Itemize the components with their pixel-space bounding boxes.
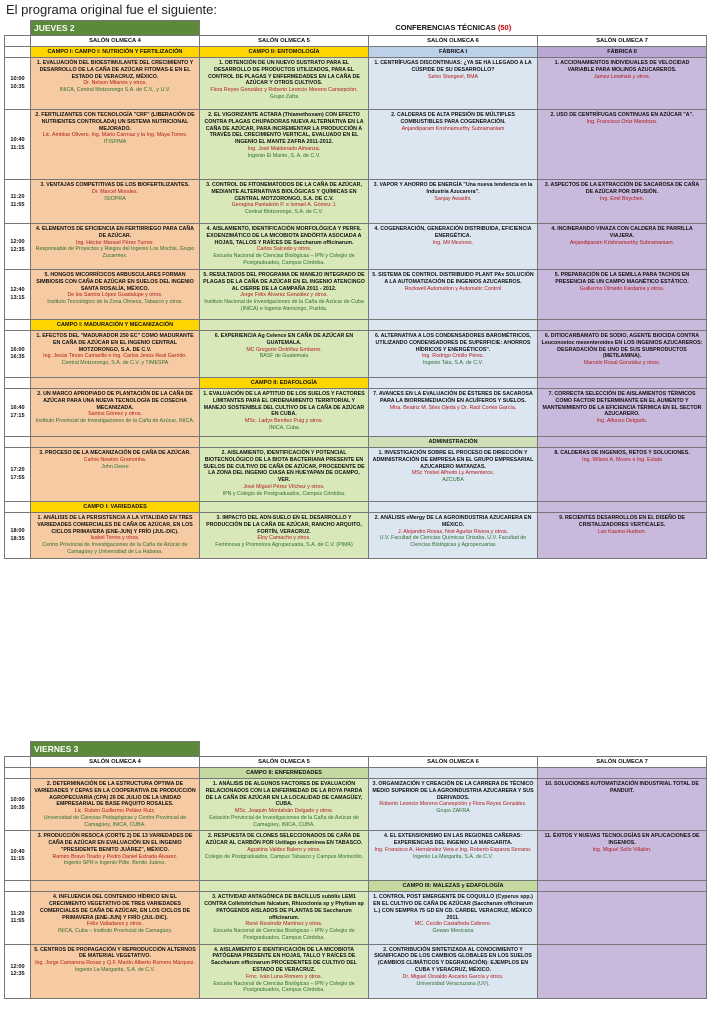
talk-author: MSc. Ladys Benítez Puig y otros. (244, 418, 324, 425)
talk-title: 2. USO DE CENTRÍFUGAS CONTINUAS EN AZÚCAR "A". (550, 112, 694, 118)
talk-institution: Ingenio SPR e Ingenio Pdte. Benito Juárez. (63, 860, 167, 867)
talk-title: 3. PRODUCCIÓN RESOCA (CORTE 2) DE 13 VARIEDADES DE CAÑA DE AZÚCAR EN EVALUACIÓN EN EL INGENIO "PRESIDENTE BENITO JUÁREZ", MÉXICO. (37, 833, 193, 853)
talk-cell (31, 110, 200, 180)
talk-author: René Reséndiz Martínez y otros. (245, 921, 323, 928)
talk-cell (369, 944, 538, 998)
talk-institution: Ingenio La Margarita, S.A. de C.V. (412, 853, 494, 860)
session-track-empty (538, 437, 707, 448)
time-slot: 18:00 18:35 (5, 513, 31, 559)
talk-title: 1. CONTROL POST EMERGENTE DE COQUILLO (Cyperus spp.) EN EL CULTIVO DE CAÑA DE AZÚCAR (Saccharum officinarum L.) CON SEMPRA 75 GD EN CD. CARDEL VERACRUZ, MÉXICO 2011. (373, 894, 533, 921)
session-track-empty (31, 378, 200, 389)
talk-institution: Ingenio Tala, S.A. de C.V. (422, 360, 484, 367)
talk-author: Dr. Marcel Morales. (92, 188, 138, 195)
talk-author: Marcelo Rosal González y otros. (583, 360, 661, 367)
talk-title: 11. ÉXITOS Y NUEVAS TECNOLOGÍAS EN APLICACIONES DE INGENIOS. (544, 833, 700, 847)
talk-institution: Escuela Nacional de Ciencias Biológicas – IPN y Colegio de Postgraduados, Campus Córdoba. (213, 928, 355, 941)
talk-cell (538, 270, 707, 320)
talk-cell (369, 892, 538, 944)
talk-cell (538, 110, 707, 180)
talk-author: Ing. Héctor Manuel Pérez Turner. (75, 239, 155, 246)
talk-author: Lic. Rubén Guillermo Peláez Ruiz. (74, 808, 156, 815)
talk-title: 4. AISLAMIENTO, IDENTIFICACIÓN MORFOLÓGICA Y PERFIL EXOENZIMÁTICO DE LA MICOBIOTA ENDÓFITA ASOCIADA A HOJAS, TALLOS Y RAÍCES DE Saccharum officinarum. (206, 226, 362, 246)
talk-institution: U.V. Facultad de Ciencias Químicas Orizaba, U.V. Facultad de Ciencias Biológicas y Agropecuarias (379, 535, 527, 549)
talk-title: 2. ANÁLISIS eMergy DE LA AGROINDUSTRIA AZUCARERA EN MÉXICO. (374, 515, 532, 528)
talk-cell (200, 270, 369, 320)
day-label: VIERNES 3 (31, 742, 200, 757)
talk-author: J. Alejandro Rosas, Noé Aguilar Rivera y otros. (397, 528, 509, 535)
talk-cell (200, 448, 369, 502)
talk-title: 8. CALDERAS DE INGENIOS, RETOS Y SOLUCIONES. (554, 450, 690, 456)
talk-title: 1. EVALUACIÓN DEL BIOESTIMULANTE DEL CRECIMIENTO Y DESARROLLO DE LA CAÑA DE AZÚCAR FITOMAS-E EN EL ESTADO DE VERACRUZ, MÉXICO. (36, 60, 194, 80)
talk-title: 3. PROCESO DE LA MECANIZACIÓN DE CAÑA DE AZÚCAR. (39, 450, 191, 456)
talk-author: Isabel Torres y otros. (90, 535, 140, 542)
time-slot: 10:40 11:15 (5, 110, 31, 180)
conference-title: CONFERENCIAS TÉCNICAS (395, 22, 496, 32)
talk-author: Ing. Francisco A. Hernández Vera e Ing. Roberto Esparza Serrano. (374, 846, 532, 853)
talk-institution: Instituto Provincial de Investigaciones de la Caña de Azúcar, INICA. (35, 418, 195, 425)
talk-institution: BASF de Guatemala (259, 353, 309, 360)
hall-header: SALÓN OLMECA 7 (538, 36, 707, 47)
talk-institution: Universidad de Ciencias Pedagógicas y Centro Provincial de Camagüey, INICA, CUBA. (43, 814, 187, 828)
hall-header: SALÓN OLMECA 5 (200, 757, 369, 768)
talk-author: Guillermo Olmedo Kardama y otros. (579, 285, 665, 292)
talk-author: Ing. Alfonso Delgado. (596, 418, 648, 425)
talk-title: 10. SOLUCIONES AUTOMATIZACIÓN INDUSTRIAL TOTAL DE PANDUIT. (545, 781, 699, 794)
talk-cell (200, 180, 369, 224)
talk-cell (31, 389, 200, 437)
schedule-table (4, 20, 707, 559)
talk-cell (369, 779, 538, 831)
talk-cell (31, 779, 200, 831)
session-track-label: CAMPO I: MADURACIÓN Y MECANIZACIÓN (31, 320, 200, 331)
talk-cell (31, 180, 200, 224)
time-slot: 16:00 16:35 (5, 331, 31, 378)
talk-author: Roberto Leoncio Moreno Cansepción y Flora Reyes González. (379, 801, 527, 808)
talk-title: 2. CONTRIBUCIÓN SINTETIZADA AL CONOCIMIENTO Y SIGNIFICADO DE LOS CAMBIOS GLOBALES EN LOS SUELOS (CAMBIOS CLIMÁTICOS Y DEGRADACIÓN): EJEMPLOS EN CUBA Y VERACRUZ, MÉXICO. (374, 946, 532, 974)
session-track-empty (31, 768, 200, 779)
session-track-label: FÁBRICA I (369, 47, 538, 58)
hall-header: SALÓN OLMECA 5 (200, 36, 369, 47)
talk-author: Santos Gómez y otros. (88, 411, 142, 418)
talk-author: Lan Kauma Hudson. (597, 528, 647, 535)
session-track-empty (538, 378, 707, 389)
talk-cell (200, 892, 369, 944)
hall-header: SALÓN OLMECA 6 (369, 757, 538, 768)
hall-header: SALÓN OLMECA 4 (31, 757, 200, 768)
talk-cell (200, 331, 369, 378)
talk-title: 1. OBTENCIÓN DE UN NUEVO SUSTRATO PARA EL DESARROLLO DE PRODUCTOS UTILIZADOS, PARA EL CONTROL DE PLAGAS Y ENFERMEDADES EN LA CAÑA DE AZÚCAR Y OTROS CULTIVOS. (208, 60, 360, 87)
talk-author: Ing. José Maldonado Almanza. (247, 145, 321, 152)
talk-institution: Central Motzorongo, S.A. de C.V. y TIMESPA (61, 360, 169, 367)
talk-author: Ramiro Bravo Tirado y Pedro Daniel Estrada Álvarez. (52, 853, 178, 860)
talk-cell (369, 448, 538, 502)
talk-cell (31, 831, 200, 881)
talk-author: MSc Yosbel Alfredo Ly Armenteros. (411, 470, 495, 477)
talk-title: 3. IMPACTO DEL ADN-SUELO EN EL DESARROLLO Y PRODUCCIÓN DE LA CAÑA DE AZÚCAR, RANCHO ARQUITO, FORTÍN, VERACRUZ. (206, 515, 362, 535)
talk-cell (200, 944, 369, 998)
talk-author: Anjandiparam Krishnamurthy Subramaniam. (569, 239, 675, 246)
talk-cell (538, 331, 707, 378)
talk-cell (200, 224, 369, 270)
talk-title: 3. ORGANIZACIÓN Y CREACIÓN DE LA CARRERA DE TÉCNICO MEDIO SUPERIOR DE LA AGROINDUSTRIA AZUCARERA Y SUS DERIVADOS. (372, 781, 534, 801)
time-slot: 10:00 10:35 (5, 779, 31, 831)
talk-institution: Estación Provincial de Investigaciones de la Caña de Azúcar de Camagüey, INICA, CUBA. (209, 814, 359, 828)
talk-cell (369, 224, 538, 270)
talk-cell (369, 389, 538, 437)
talk-title: 3. VENTAJAS COMPETITIVAS DE LOS BIOFERTILIZANTES. (40, 182, 190, 188)
talk-author: Ing. Jesús Tiroso Camarillo e Ing. Carlos Jesús Real Garrido. (43, 353, 187, 360)
talk-title: 3. ASPECTOS DE LA EXTRACCIÓN DE SACAROSA DE CAÑA DE AZÚCAR POR DIFUSIÓN. (544, 182, 700, 195)
talk-author: Ing. Rodrigo Criollo Pérez. (421, 353, 485, 360)
talk-cell (31, 224, 200, 270)
session-track-label: CAMPO III: MALEZAS y EDAFOLOGÍA (369, 881, 538, 892)
talk-title: 1. CENTRÍFUGAS DISCONTINUAS: ¿YA SE HA LLEGADO A LA CÚSPIDE DE SU DESARROLLO? (374, 60, 532, 73)
talk-author: Flora Reyes González y Roberto Leoncio Moreno Cansepción. (210, 87, 358, 94)
talk-title: 2. AISLAMIENTO, IDENTIFICACIÓN Y POTENCIAL BIOTECNOLÓGICO DE LA BIOTA BACTERIANA PRESENTE EN SUELOS DE CULTIVO DE CAÑA DE AZÚCAR, PROCEDENTE DE LA ZONA DEL INGENIO CIASA EN HUEYAPAN DE OCAMPO, VER. (203, 450, 365, 484)
time-slot: 11:20 11:55 (5, 892, 31, 944)
schedule-table (4, 741, 707, 999)
talk-institution: Instituto Tecnológico de la Zona Olmeca, Tabasco y otros. (47, 299, 183, 306)
talk-cell (31, 448, 200, 502)
talk-cell (369, 180, 538, 224)
talk-institution: Ingenio El Mante, S. A. de C.V. (247, 152, 321, 159)
talk-institution: John Deere (101, 463, 129, 470)
talk-institution: Gowan Mexicana (432, 928, 474, 935)
session-track-empty (369, 768, 538, 779)
talk-author: José Miguel Pérez Vílchez y otros. (243, 483, 325, 490)
session-track-empty (369, 502, 538, 513)
talk-author: MC Gregorio Ordóñez Embarro. (246, 346, 322, 353)
talk-cell (538, 892, 707, 944)
talk-institution: Centro Provincial de Investigaciones de la Caña de Azúcar de Camagüey y Universidad de La Habana. (42, 542, 188, 555)
talk-cell (200, 58, 369, 110)
talk-author: Ing. Emil Boychen. (599, 195, 645, 202)
talk-institution: IPN y Colegio de Postgraduados, Campus Córdoba. (222, 490, 346, 497)
talk-author: Jorge Félix Álvarez González y otros. (240, 292, 328, 299)
talk-cell (31, 513, 200, 559)
talk-cell (369, 58, 538, 110)
session-track-label: CAMPO I: VARIEDADES (31, 502, 200, 513)
talk-title: 2. DETERMINACIÓN DE LA ESTRUCTURA ÓPTIMA DE VARIEDADES Y CEPAS EN LA COOPERATIVA DE PRODUCCIÓN AGROPECUARIA (CPA) 26 DE JULIO DE LA UNIDAD EMPRESARIAL DE BASE PAQUITO ROSALES. (34, 781, 196, 808)
talk-cell (538, 944, 707, 998)
talk-author: MSc. Joaquín Montalván Delgado y otros. (234, 808, 334, 815)
session-track-empty (200, 320, 369, 331)
time-slot: 10:40 11:15 (5, 831, 31, 881)
talk-title: 4. INFLUENCIA DEL CONTENIDO HÍDRICO EN EL CRECIMIENTO VEGETATIVO DE TRES VARIEDADES COMERCIALES DE CAÑA DE AZÚCAR, EN LOS CICLOS DE PRIMAVERA (ENE-JUN) Y FRÍO (JUL-DIC). (40, 894, 190, 921)
talk-author: Ing. Miguel Solís Villalón. (592, 846, 652, 853)
talk-author: Dr. Miguel Osvaldo Ascanio García y otros. (402, 973, 504, 980)
session-track-empty (31, 437, 200, 448)
session-track-label: CAMPO II: EDAFOLOGÍA (200, 378, 369, 389)
talk-institution: Escuela Nacional de Ciencias Biológicas – IPN y Colegio de Postgraduados, Campus Córdoba. (213, 980, 355, 994)
talk-title: 7. AVANCES EN LA EVALUACIÓN DE ÉSTERES DE SACAROSA PARA LA BIORREMEDIACIÓN EN ACUÍFEROS Y SUELOS. (373, 391, 533, 404)
talk-cell (200, 110, 369, 180)
talk-author: Ing. Mil Mezores. (432, 239, 474, 246)
talk-institution: Instituto Nacional de Investigaciones de la Caña de Azúcar de Cuba (INICA) e Ingenio Atencingo, Puebla. (204, 299, 364, 312)
talk-institution: INICA, Cuba – Instituto Provincial de Camagüey. (57, 928, 173, 935)
talk-author: Ing. Wilson A. Moore e Ing. Estala (582, 456, 662, 463)
talk-cell (369, 513, 538, 559)
talk-cell (538, 389, 707, 437)
session-track-empty (538, 768, 707, 779)
talk-title: 2. CALDERAS DE ALTA PRESIÓN DE MÚLTIPLES COMBUSTIBLES PARA COGENERACIÓN. (391, 112, 515, 125)
talk-cell (538, 779, 707, 831)
conference-header (200, 742, 707, 757)
conference-header (200, 21, 707, 36)
talk-cell (538, 831, 707, 881)
talk-title: 5. SISTEMA DE CONTROL DISTRIBUIDO PLANT PAx SOLUCIÓN A LA AUTOMATIZACIÓN DE INGENIOS AZUCAREROS. (372, 272, 534, 285)
session-track-label: CAMPO II: ENTOMOLOGÍA (200, 47, 369, 58)
talk-title: 3. ACTIVIDAD ANTAGÓNICA DE BACILLUS subtilis LEM1 CONTRA Colletotrichum falcatum, Rhizoctonia sp y Phytium sp PATÓGENOS AISLADOS DE PLANTAS DE Saccharum officinarum. (204, 894, 364, 921)
talk-title: 1. ANÁLISIS DE LA PERSISTENCIA A LA VITALIDAD EN TRES VARIEDADES COMERCIALES DE CAÑA DE AZÚCAR, EN LOS CICLOS PRIMAVERA (ENE-JUN) Y FRÍO (JUL-DIC). (37, 515, 193, 535)
talk-title: 6. ALTERNATIVA A LOS CONDENSADORES BAROMÉTRICOS, UTILIZANDO CONDENSADORES DE SUPERFICIE: AHORROS HÍDRICOS Y ENERGÉTICOS". (374, 333, 532, 353)
session-track-empty (369, 320, 538, 331)
talk-title: 5. CENTROS DE PROPAGACIÓN Y REPRODUCCIÓN ALTERNOS DE MATERIAL VEGETATIVO. (34, 946, 196, 960)
talk-title: 7. CORRECTA SELECCIÓN DE AISLAMIENTOS TÉRMICOS COMO FACTOR DETERMINANTE EN EL AUMENTO Y MANTENIMIENTO DE LA EFICIENCIA TÉRMICA EN EL SECTOR AZUCARERO. (542, 391, 702, 418)
talk-title: 4. EL EXTENSIONISMO EN LAS REGIONES CAÑERAS: EXPERIENCIAS DEL INGENIO LA MARGARITA. (384, 833, 522, 847)
talk-author: Jamez Lewinski y otros. (593, 73, 651, 80)
talk-institution: Central Motzorongo, S.A. de C.V. (244, 209, 324, 216)
talk-author: Sanjay Awasthi. (434, 195, 472, 202)
talk-author: Salvo Stangeel, BMA (427, 73, 479, 80)
session-track-empty (538, 881, 707, 892)
talk-institution: Escuela Nacional de Ciencias Biológicas – IPN y Colegio de Postgraduados, Campus Córdoba. (213, 253, 355, 266)
talk-cell (200, 513, 369, 559)
talk-title: 1. EFECTOS DEL "MADURADOR 250 EC" COMO MADURANTE EN CAÑA DE AZÚCAR EN EL INGENIO CENTRAL MOTZORONGO, S.A. DE C.V. (36, 333, 194, 353)
talk-title: 5. HONGOS MICORRÍCICOS ARBUSCULARES FORMAN SIMBIOSIS CON CAÑA DE AZÚCAR EN SUELOS DEL INGENIO SANTA ROSALÍA, MÉXICO. (36, 272, 194, 292)
talk-author: Carlos Salcedo y otros. (256, 246, 312, 253)
talk-author: Félix Valladares y otros. (86, 921, 144, 928)
talk-title: 1. INVESTIGACIÓN SOBRE EL PROCESO DE DIRECCIÓN Y ADMINISTRACIÓN DE EMPRESA EN EL GRUPO EMPRESARIAL AZUCARERO MATANZAS. (372, 450, 534, 470)
talk-author: Frnc. Iván Luna Romero y otros. (246, 973, 322, 980)
talk-title: 2. EL VIGORIZANTE ACTARA (Thiamethoxam) CON EFECTO CONTRA PLAGAS CHUPADORAS NUEVA ALTERNATIVA EN LA CAÑA DE AZÚCAR, PARA INCREMENTAR LA PRODUCCIÓN A TRAVÉS DEL CRECIMIENTO VERTICAL, EVALUADO EN EL INGENIO EL MANTE ZAFRA 2011-2012. (204, 112, 364, 146)
talk-cell (31, 58, 200, 110)
time-slot: 12:00 12:35 (5, 944, 31, 998)
talk-author: Anjandiparam Krishnamurthy Subramaniam (401, 125, 505, 132)
session-track-empty (200, 437, 369, 448)
conference-count: (50) (497, 22, 512, 32)
talk-institution: Universidad Veracruzana (UV). (416, 980, 490, 987)
session-track-label: ADMINISTRACIÓN (369, 437, 538, 448)
talk-institution: INICA, Central Motzorongo S.A. de C.V., y U.V. (59, 87, 171, 94)
talk-cell (31, 892, 200, 944)
talk-author: Ing. Jorge Camarena Rosas y Q.F. Martín Alberto Romero Márquez. (35, 960, 195, 967)
talk-institution: Fertinnova y Promotora Agropecuaria, S.A. de C.V. (PIMA) (215, 542, 353, 549)
session-track-empty (200, 881, 369, 892)
hall-header: SALÓN OLMECA 6 (369, 36, 538, 47)
talk-author: Ing. Francisco Ortiz Mendoza. (586, 118, 658, 125)
talk-cell (538, 513, 707, 559)
talk-title: 6. EXPERIENCIA Ag Celence EN CAÑA DE AZÚCAR EN GUATEMALA. (214, 333, 354, 346)
talk-cell (200, 779, 369, 831)
talk-author: Georgina Pantaleón P. e Ismael A. Gómez J. (231, 202, 337, 209)
session-track-label: FÁBRICA II (538, 47, 707, 58)
talk-cell (538, 448, 707, 502)
talk-institution: AZCUBA (442, 477, 464, 484)
session-track-label: CAMPO I: CAMPO I: NUTRICIÓN Y FERTILIZACIÓN (31, 47, 200, 58)
talk-cell (369, 331, 538, 378)
time-slot: 16:40 17:15 (5, 389, 31, 437)
time-slot: 11:20 11:55 (5, 180, 31, 224)
talk-title: 5. RESULTADOS DEL PROGRAMA DE MANEJO INTEGRADO DE PLAGAS DE LA CAÑA DE AZÚCAR EN EL INGENIO ATENCINGO AL CIERRE DE LA CAMPAÑA 2011 - 2012. (203, 272, 365, 292)
talk-title: 2. RESPUESTA DE CLONES SELECCIONADOS DE CAÑA DE AZÚCAR AL CARBÓN POR Ustilago scitaminea EN TABASCO. (205, 833, 363, 847)
session-track-empty (538, 502, 707, 513)
talk-institution: Grupo Zafra (269, 93, 299, 100)
talk-cell (369, 110, 538, 180)
session-track-empty (31, 881, 200, 892)
talk-title: 1. EVALUACIÓN DE LA APTITUD DE LOS SUELOS Y FACTORES LIMITANTES PARA EL ORDENAMIENTO TERRITORIAL Y MANEJO SOSTENIBLE DEL CULTIVO DE LA CAÑA DE AZÚCAR EN CUBA. (203, 391, 365, 418)
talk-institution: Ingenio La Margarita, S.A. de C.V. (74, 967, 156, 974)
day-block-viernes (4, 741, 706, 999)
talk-author: Dr. Nelson Milanés y otros. (83, 80, 147, 87)
session-track-empty (538, 320, 707, 331)
talk-title: 4. INCINERANDO VINAZA CON CALDERA DE PARRILLA VIAJERA. (551, 226, 693, 239)
session-track-empty (369, 378, 538, 389)
talk-cell (538, 224, 707, 270)
talk-author: De los Santos López Guadalupe y otros. (67, 292, 163, 299)
talk-title: 1. ANÁLISIS DE ALGUNOS FACTORES DE EVALUACIÓN RELACIONADOS CON LA ENFERMEDAD DE LA ROYA PARDA DE LA CAÑA DE AZÚCAR EN LA LOCALIDAD DE CAMAGÜEY, CUBA. (205, 781, 363, 808)
day-block-jueves (4, 20, 706, 559)
talk-cell (31, 331, 200, 378)
talk-title: 6. DITIOCARBAMATO DE SODIO, AGENTE BIOCIDA CONTRA Leuconostoc mesenteroides EN LOS INGENIOS AZUCAREROS: DEGRADACIÓN DE UNO DE SUS SUBPRODUCTOS (METILAMINA). (541, 333, 703, 360)
talk-cell (538, 180, 707, 224)
talk-institution: ITISPIMA (103, 139, 127, 146)
talk-title: 5. PREPARACIÓN DE LA SEMILLA PARA TACHOS EN PRESENCIA DE UN CAMPO MAGNÉTICO ESTÁTICO. (554, 272, 690, 285)
talk-author: Agustina Valdez Balero y otros. (247, 846, 321, 853)
hall-header: SALÓN OLMECA 7 (538, 757, 707, 768)
talk-cell (369, 831, 538, 881)
talk-title: 2. FERTILIZANTES CON TECNOLOGÍA "CRF" (LIBERACIÓN DE NUTRIENTES CONTROLADA) UN SISTEMA NUTRICIONAL MEJORADO. (35, 112, 195, 132)
talk-institution: Grupo ZAFRA (436, 808, 470, 815)
intro-text: El programa original fue el siguiente: (6, 2, 218, 17)
talk-author: Mtra. Beatriz M. Siles Ojeda y Dr. Raúl Cortés García. (389, 404, 517, 411)
day-label: JUEVES 2 (31, 21, 200, 36)
talk-cell (31, 270, 200, 320)
time-slot: 17:20 17:55 (5, 448, 31, 502)
talk-author: Eloy Camacho y otros. (257, 535, 311, 542)
hall-header: SALÓN OLMECA 4 (31, 36, 200, 47)
talk-title: 2. UN MARCO APROPIADO DE PLANTACIÓN DE LA CAÑA DE AZÚCAR PARA UNA NUEVA TECNOLOGÍA DE COSECHA MECANIZADA. (37, 391, 193, 411)
talk-institution: INICA, Cuba (269, 424, 299, 431)
talk-title: 3. CONTROL DE FITONEMATODOS DE LA CAÑA DE AZÚCAR, MEDIANTE ALTERNATIVAS BIOLÓGICAS Y QUÍMICAS EN CENTRAL MOTZORONGO, S.A. DE C.V. (206, 182, 362, 202)
time-slot: 12:00 12:35 (5, 224, 31, 270)
talk-cell (538, 58, 707, 110)
talk-institution: Responsable de Proyectos y Riegos del Ingenio Los Mochis, Grupo Zucarmex. (35, 246, 195, 260)
talk-title: 3. VAPOR Y AHORRO DE ENERGÍA "Una nueva tendencia en la Industria Azucarera". (373, 182, 533, 195)
talk-author: Rockwell Automation y Automatic Control (404, 285, 502, 292)
talk-cell (31, 944, 200, 998)
time-slot: 10:00 10:35 (5, 58, 31, 110)
talk-institution: ISIOPRA (104, 195, 126, 202)
talk-title: 4. ELEMENTOS DE EFICIENCIA EN FERTIRRIEGO PARA CAÑA DE AZÚCAR. (35, 226, 195, 239)
talk-author: Lic. Ambkar Olivero, Ing. Mario Carrnaz y la Ing. Maya Torres. (42, 132, 188, 139)
talk-cell (200, 389, 369, 437)
talk-author: Carlos Newton Gramonha. (83, 456, 147, 463)
talk-title: 1. ACCIONAMIENTOS INDIVIDUALES DE VELOCIDAD VARIABLE PARA MOLINOS AZUCAREROS. (554, 60, 690, 73)
talk-title: 4. AISLAMIENTO E IDENTIFICACIÓN DE LA MICOBIOTA PATÓGENA PRESENTE EN HOJAS, TALLO Y RAÍCES DE Saccharum officinarum PROCEDENTES DE CULTIVO DEL ESTADO DE VERACRUZ. (211, 946, 357, 974)
time-slot: 12:40 13:15 (5, 270, 31, 320)
talk-title: 9. RECIENTES DESARROLLOS EN EL DISEÑO DE CRISTALIZADORES VERTICALES. (559, 515, 685, 528)
talk-institution: Colegio de Postgraduados, Campus Tabasco y Campus Montecillo. (204, 853, 364, 860)
talk-cell (369, 270, 538, 320)
talk-title: 4. COGENERACIÓN, GENERACIÓN DISTRIBUIDA, EFICIENCIA ENERGÉTICA. (374, 226, 532, 239)
session-track-label: CAMPO II: ENFERMEDADES (200, 768, 369, 779)
session-track-empty (200, 502, 369, 513)
talk-author: MC. Cecilio Castañeda Cebrero. (414, 921, 492, 928)
talk-cell (200, 831, 369, 881)
